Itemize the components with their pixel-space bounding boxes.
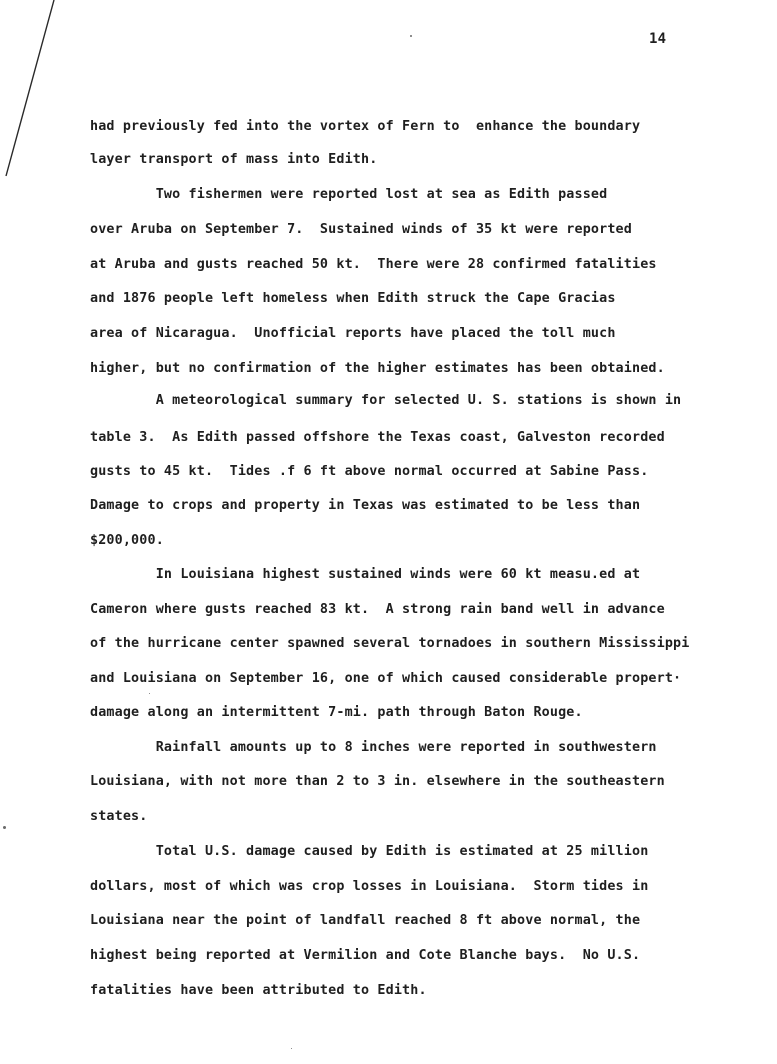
text-line: $200,000. [90, 533, 164, 548]
text-line: damage along an intermittent 7-mi. path through Baton Rouge. [90, 705, 583, 720]
text-line: states. [90, 809, 148, 824]
text-line: Two fishermen were reported lost at sea as Edith passed [90, 187, 608, 202]
text-line: Total U.S. damage caused by Edith is estimated at 25 million [90, 844, 649, 859]
text-line: and 1876 people left homeless when Edith struck the Cape Gracias [90, 291, 616, 306]
text-line: table 3. As Edith passed offshore the Texas coast, Galveston recorded [90, 430, 665, 445]
text-line: In Louisiana highest sustained winds were 60 kt measu.ed at [90, 567, 641, 582]
scan-speck [291, 1048, 292, 1049]
scan-speck [3, 826, 6, 829]
text-line: over Aruba on September 7. Sustained winds of 35 kt were reported [90, 222, 632, 237]
text-line: Louisiana near the point of landfall reached 8 ft above normal, the [90, 913, 641, 928]
text-line: fatalities have been attributed to Edith. [90, 983, 427, 998]
text-line: highest being reported at Vermilion and Cote Blanche bays. No U.S. [90, 948, 641, 963]
text-line: A meteorological summary for selected U. S. stations is shown in [90, 393, 682, 408]
text-line: gusts to 45 kt. Tides .f 6 ft above normal occurred at Sabine Pass. [90, 464, 649, 479]
page-number: 14 [649, 31, 667, 47]
text-line: area of Nicaragua. Unofficial reports have placed the toll much [90, 326, 616, 341]
text-line: had previously fed into the vortex of Fern to enhance the boundary [90, 119, 641, 134]
text-line: Rainfall amounts up to 8 inches were reported in southwestern [90, 740, 657, 755]
text-line: of the hurricane center spawned several tornadoes in southern Mississippi [90, 636, 690, 651]
margin-scratch-line [0, 0, 60, 200]
text-line: at Aruba and gusts reached 50 kt. There were 28 confirmed fatalities [90, 257, 657, 272]
text-line: higher, but no confirmation of the higher estimates has been obtained. [90, 361, 665, 376]
text-line: dollars, most of which was crop losses in Louisiana. Storm tides in [90, 879, 649, 894]
scan-speck [149, 693, 150, 694]
text-line: and Louisiana on September 16, one of which caused considerable propert· [90, 671, 682, 686]
text-line: Damage to crops and property in Texas was estimated to be less than [90, 498, 641, 513]
text-line: Cameron where gusts reached 83 kt. A strong rain band well in advance [90, 602, 665, 617]
text-line: Louisiana, with not more than 2 to 3 in. elsewhere in the southeastern [90, 774, 665, 789]
text-line: layer transport of mass into Edith. [90, 152, 378, 167]
scan-speck [410, 35, 412, 37]
